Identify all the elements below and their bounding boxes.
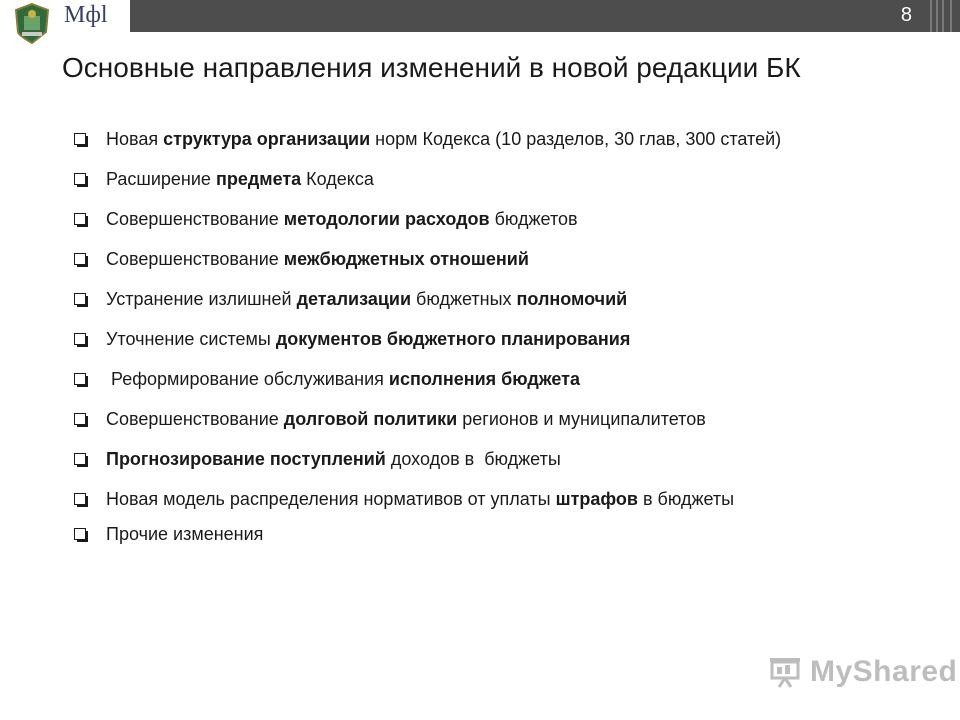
slide-title: Основные направления изменений в новой редакции БК <box>62 52 801 83</box>
item-text: Уточнение системы документов бюджетного планирования <box>106 329 631 349</box>
bullet-list <box>74 128 896 563</box>
emblem-icon <box>12 2 52 44</box>
checkbox-bullet-icon <box>74 373 86 385</box>
top-bar <box>0 0 960 32</box>
logo <box>0 0 130 48</box>
item-text: Устранение излишней детализации бюджетных полномочий <box>106 289 628 309</box>
list-item <box>74 208 896 231</box>
divider <box>942 0 944 32</box>
logo-text: Мфl <box>64 2 108 28</box>
item-text: Новая структура организации норм Кодекса (10 разделов, 30 глав, 300 статей) <box>106 129 782 149</box>
item-text: Совершенствование межбюджетных отношений <box>106 249 529 269</box>
page-number: 8 <box>900 4 912 26</box>
item-text: Расширение предмета Кодекса <box>106 169 374 189</box>
checkbox-bullet-icon <box>74 493 86 505</box>
item-text: Совершенствование долговой политики регионов и муниципалитетов <box>106 409 706 429</box>
presentation-icon <box>768 656 802 688</box>
checkbox-bullet-icon <box>74 413 86 425</box>
checkbox-bullet-icon <box>74 133 86 145</box>
list-item <box>74 168 896 191</box>
checkbox-bullet-icon <box>74 293 86 305</box>
list-item <box>74 368 896 391</box>
checkbox-bullet-icon <box>74 213 86 225</box>
item-text: Прочие изменения <box>106 524 264 544</box>
divider <box>930 0 932 32</box>
checkbox-bullet-icon <box>74 253 86 265</box>
item-text: Прогнозирование поступлений доходов в бюджеты <box>106 449 561 469</box>
watermark-text: MyShared <box>810 655 958 688</box>
watermark <box>768 654 957 690</box>
list-item <box>74 288 896 311</box>
checkbox-bullet-icon <box>74 528 86 540</box>
checkbox-bullet-icon <box>74 173 86 185</box>
divider <box>936 0 938 32</box>
item-text: Новая модель распределения нормативов от уплаты штрафов в бюджеты <box>106 489 735 509</box>
list-item <box>74 248 896 271</box>
list-item <box>74 523 896 546</box>
list-item <box>74 328 896 351</box>
checkbox-bullet-icon <box>74 453 86 465</box>
list-item <box>74 408 896 431</box>
item-text: Реформирование обслуживания исполнения бюджета <box>106 369 580 389</box>
item-text: Совершенствование методологии расходов бюджетов <box>106 209 578 229</box>
list-item <box>74 488 896 511</box>
checkbox-bullet-icon <box>74 333 86 345</box>
list-item <box>74 128 896 151</box>
list-item <box>74 448 896 471</box>
divider <box>950 0 952 32</box>
